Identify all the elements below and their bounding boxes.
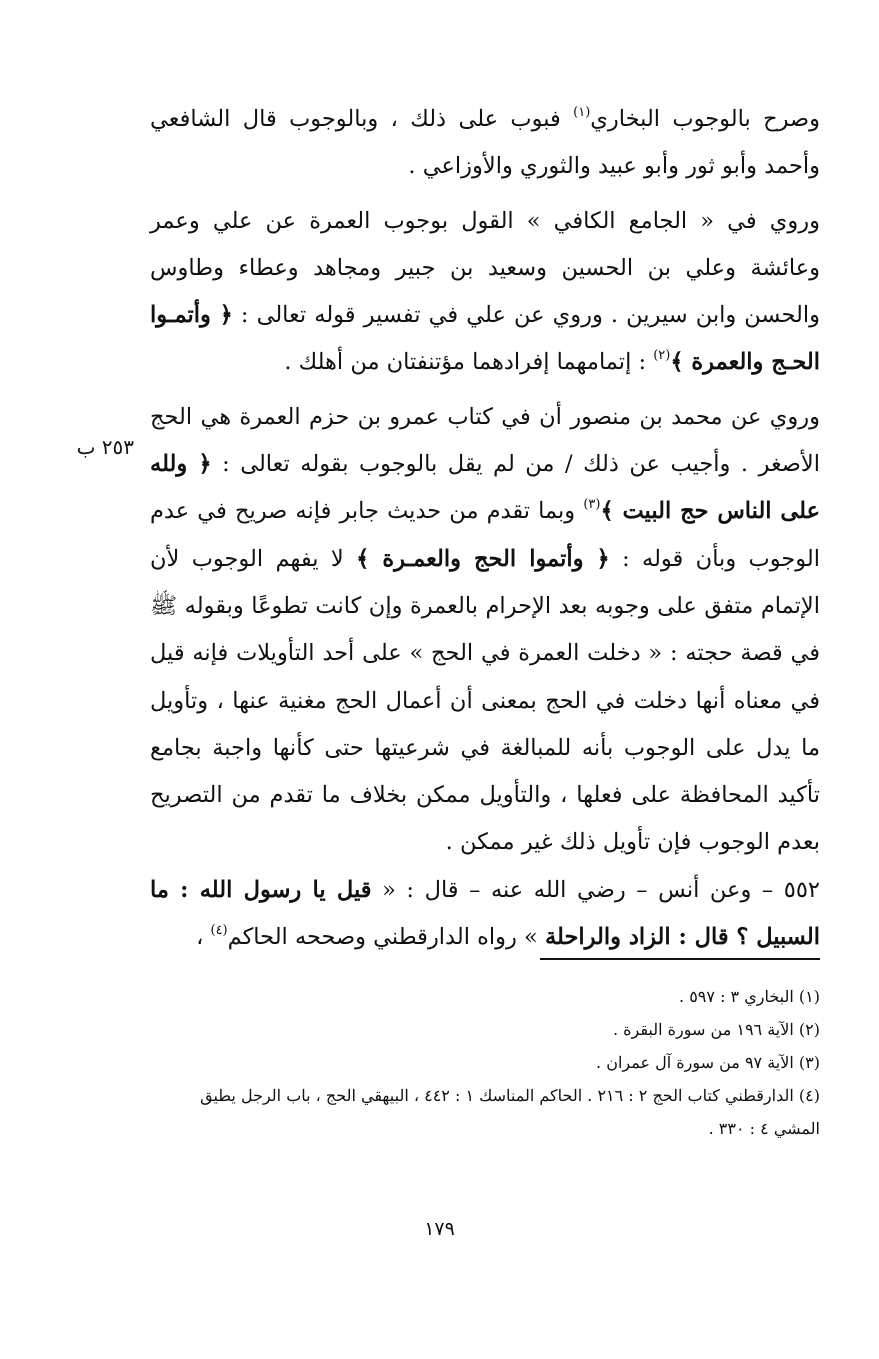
p2-text-b: : إتمامهما إفرادهما مؤتنفتان من أهلك . <box>284 349 654 376</box>
footnote-2: (٢) الآية ١٩٦ من سورة البقرة . <box>612 1020 820 1039</box>
paragraph-1 <box>150 96 820 191</box>
p4-text-a: ٥٥٢ – وعن أنس – رضي الله عنه – قال : « <box>371 876 820 903</box>
main-text <box>150 96 820 961</box>
p1-text-a: وصرح بالوجوب البخاري <box>590 106 820 132</box>
footnote-1: (١) البخاري ٣ : ٥٩٧ . <box>679 987 820 1006</box>
p4-text-b: » رواه الدارقطني وصححه الحاكم <box>227 924 545 951</box>
paragraph-2 <box>150 198 820 387</box>
quran-quote-2: ﴿ ولله على الناس حج البيت ﴾ <box>150 451 821 525</box>
paragraph-4 <box>150 867 820 962</box>
p3-text-b: وبما تقدم من حديث جابر فإنه صريح في عدم الوجوب وبأن قوله : <box>150 498 820 572</box>
footnote-4: (٤) الدارقطني كتاب الحج ٢ : ٢١٦ . الحاكم المناسك ١ : ٤٤٢ ، البيهقي الحج ، باب الرجل يطيق المشي ٤ : ٣٣٠ . <box>200 1086 820 1138</box>
paragraph-3 <box>150 394 820 867</box>
p3-text-c: لا يفهم الوجوب لأن الإتمام متفق على وجوبه بعد الإحرام بالعمرة وإن كانت تطوعًا وبقوله ﷺ في قصة حجته : « دخلت العمرة في الحج » على أحد التأويلات فإنه قيل في معناه أنها دخلت في الحج بمعنى أن أعمال الحج مغنية عنها ، وتأويل ما يدل على الوجوب بأنه للمبالغة في شرعيتها حتى كأنها واجبة بجامع تأكيد المحافظة على فعلها ، والتأويل ممكن بخلاف ما تقدم من التصريح بعدم الوجوب فإن تأويل ذلك غير ممكن . <box>150 545 820 856</box>
hadith-text: قيل يا رسول الله : ما السبيل ؟ قال : الزاد والراحلة <box>150 876 820 951</box>
manuscript-folio-note: ٢٥٣ ب <box>76 435 134 459</box>
footnote-3: (٣) الآية ٩٧ من سورة آل عمران . <box>596 1053 820 1072</box>
quran-quote-3: ﴿ وأتموا الحج والعمـرة ﴾ <box>356 545 610 572</box>
footnotes <box>150 980 820 1145</box>
footnote-ref-3: (٣) <box>583 497 601 513</box>
page-number: ١٧٩ <box>424 1218 455 1240</box>
p2-text-a: وروي في « الجامع الكافي » القول بوجوب العمرة عن علي وعمر وعائشة وعلي بن الحسين وسعيد بن جبير ومجاهد وعطاء وطاوس والحسن وابن سيرين . وروي عن علي في تفسير قوله تعالى : <box>150 207 820 329</box>
p3-text-a: وروي عن محمد بن منصور أن في كتاب عمرو بن حزم العمرة هي الحج الأصغر . وأجيب عن ذلك / من لم يقل بالوجوب بقوله تعالى : <box>150 403 820 478</box>
footnote-divider <box>540 958 820 960</box>
p4-text-c: ، <box>196 924 211 951</box>
footnote-ref-1: (١) <box>573 105 591 120</box>
footnote-ref-2: (٢) <box>653 348 671 364</box>
footnote-ref-4: (٤) <box>210 923 228 939</box>
quran-quote-1: ﴿ وأتمـوا الحـج والعمرة ﴾ <box>150 302 820 376</box>
p1-text-b: فبوب على ذلك ، وبالوجوب قال الشافعي وأحمد وأبو ثور وأبو عبيد والثوري والأوزاعي . <box>150 106 820 180</box>
